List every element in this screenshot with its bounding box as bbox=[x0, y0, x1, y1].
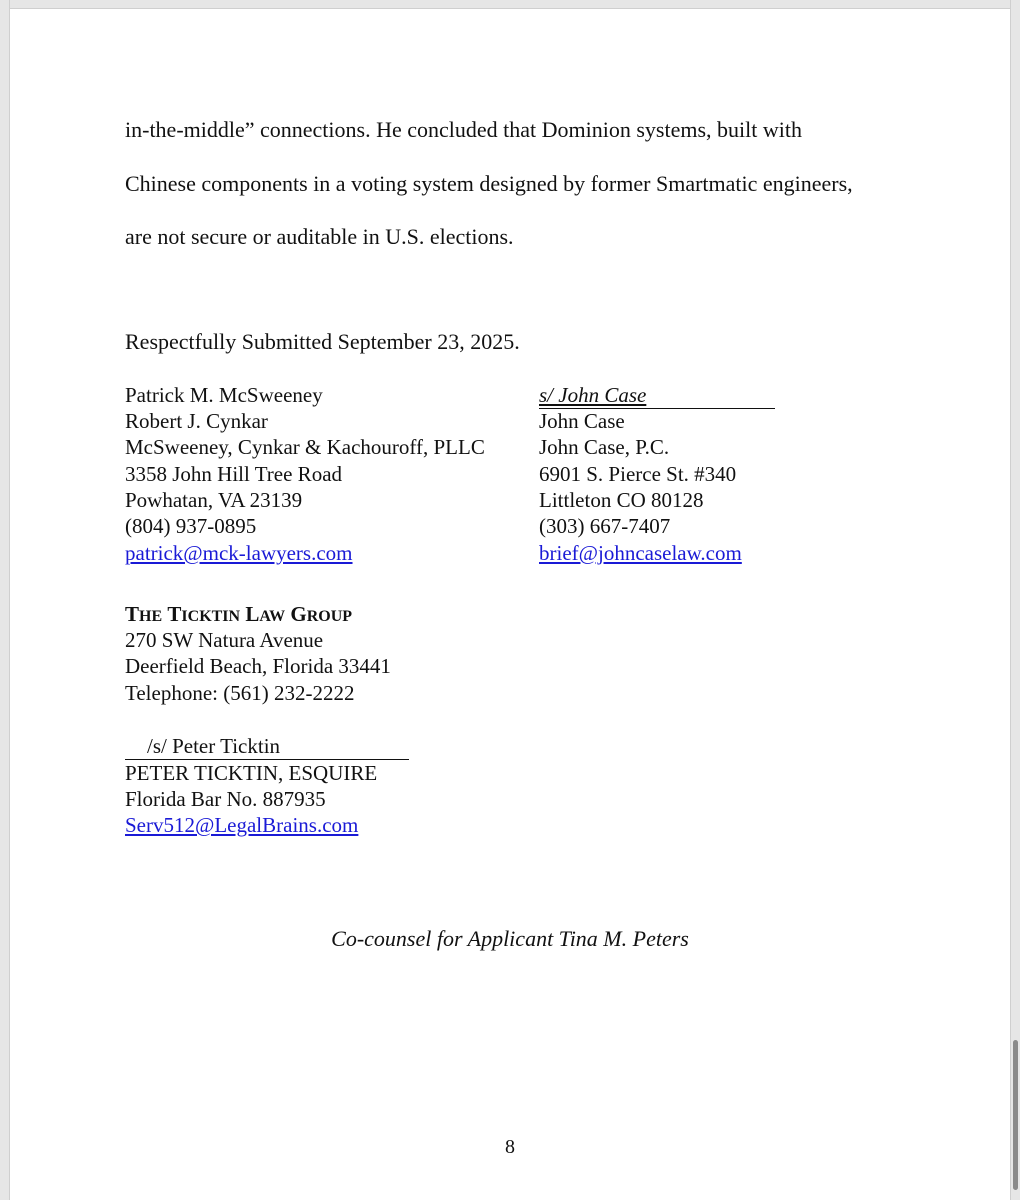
right-signature: s/ John Case bbox=[539, 383, 647, 407]
co-counsel-line: Co-counsel for Applicant Tina M. Peters bbox=[331, 926, 689, 951]
paragraph-line-3: are not secure or auditable in U.S. elections. bbox=[125, 224, 514, 249]
right-phone: (303) 667-7407 bbox=[539, 514, 671, 538]
ticktin-name: PETER TICKTIN, ESQUIRE bbox=[125, 761, 378, 785]
right-street: 6901 S. Pierce St. #340 bbox=[539, 462, 737, 486]
ticktin-signature: /s/ Peter Ticktin bbox=[147, 734, 281, 758]
ticktin-firm-name: THE TICKTIN LAW GROUP bbox=[125, 602, 353, 626]
right-email-link[interactable]: brief@johncaselaw.com bbox=[539, 541, 742, 565]
ticktin-email-link[interactable]: Serv512@LegalBrains.com bbox=[125, 813, 359, 837]
paragraph-line-1: in-the-middle” connections. He concluded that Dominion systems, built with bbox=[125, 117, 802, 142]
ticktin-bar-number: Florida Bar No. 887935 bbox=[125, 787, 326, 811]
left-phone: (804) 937-0895 bbox=[125, 514, 257, 538]
left-city: Powhatan, VA 23139 bbox=[125, 488, 303, 512]
submission-date: Respectfully Submitted September 23, 2025. bbox=[125, 329, 520, 354]
paragraph-line-2: Chinese components in a voting system designed by former Smartmatic engineers, bbox=[125, 171, 853, 196]
right-firm: John Case, P.C. bbox=[539, 435, 670, 459]
ticktin-city: Deerfield Beach, Florida 33441 bbox=[125, 654, 391, 678]
left-name-2: Robert J. Cynkar bbox=[125, 409, 268, 433]
right-signature-line bbox=[539, 382, 775, 409]
viewer-frame-top bbox=[0, 0, 1020, 9]
ticktin-street: 270 SW Natura Avenue bbox=[125, 628, 324, 652]
left-firm: McSweeney, Cynkar & Kachouroff, PLLC bbox=[125, 435, 485, 459]
page-number: 8 bbox=[505, 1136, 515, 1158]
ticktin-phone: Telephone: (561) 232-2222 bbox=[125, 681, 355, 705]
viewer-frame-right bbox=[1010, 0, 1020, 1200]
right-name: John Case bbox=[539, 409, 625, 433]
viewer-frame-left bbox=[0, 0, 10, 1200]
left-street: 3358 John Hill Tree Road bbox=[125, 462, 343, 486]
ticktin-signature-line bbox=[125, 733, 409, 760]
right-city: Littleton CO 80128 bbox=[539, 488, 704, 512]
scrollbar-thumb[interactable] bbox=[1013, 1040, 1018, 1190]
left-name-1: Patrick M. McSweeney bbox=[125, 383, 323, 407]
left-email-link[interactable]: patrick@mck-lawyers.com bbox=[125, 541, 353, 565]
